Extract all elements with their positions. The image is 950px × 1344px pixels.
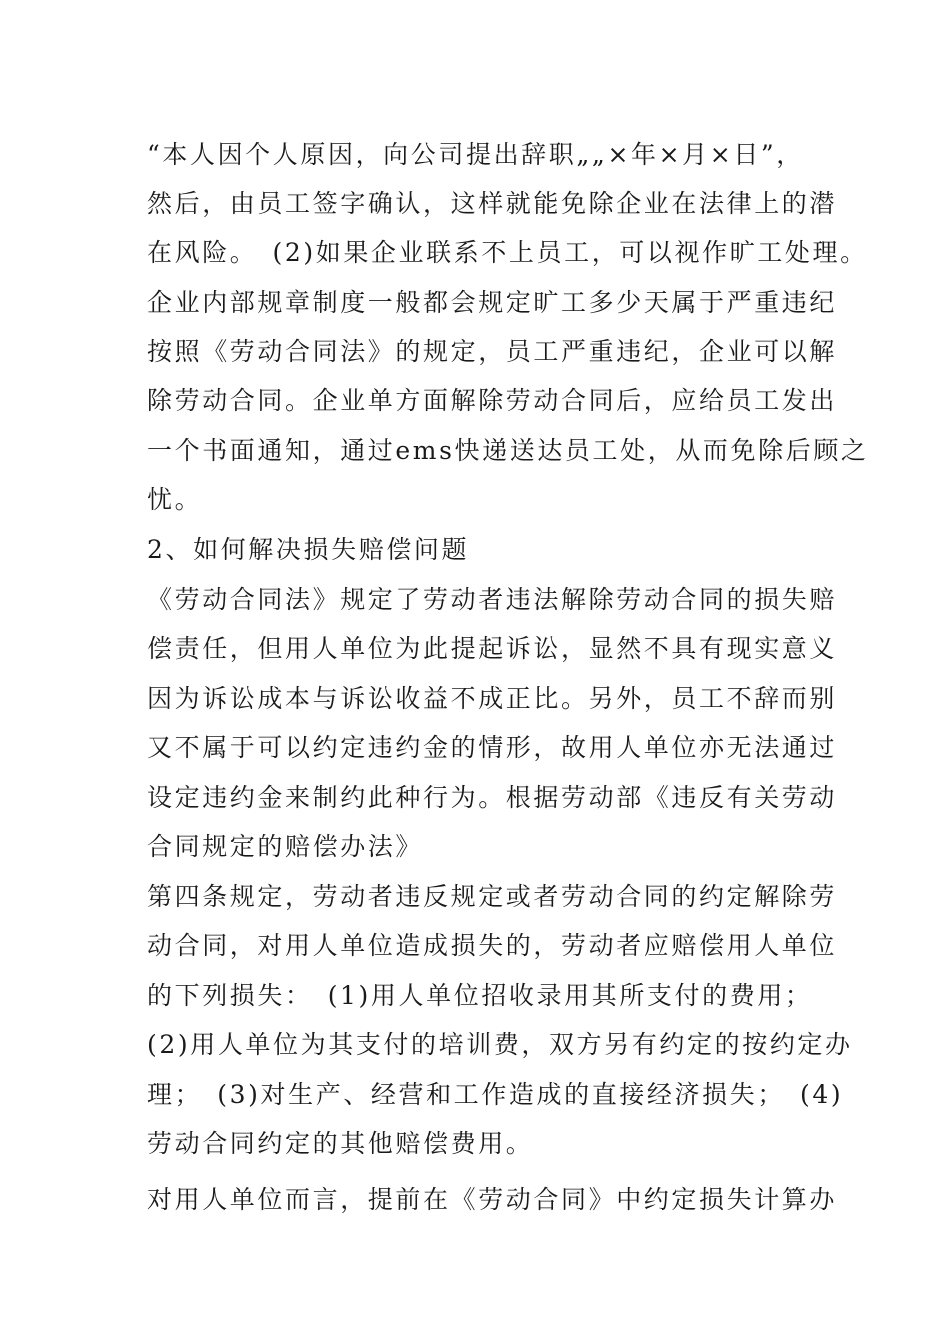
text-line-5: 按照《劳动合同法》的规定，员工严重违纪，企业可以解 bbox=[147, 337, 838, 366]
text-line-20: 理； (3)对生产、经营和工作造成的直接经济损失； (4) bbox=[147, 1080, 844, 1109]
text-line-13: 又不属于可以约定违约金的情形，故用人单位亦无法通过 bbox=[147, 733, 838, 762]
text-line-8: 忧。 bbox=[147, 485, 203, 514]
text-line-6: 除劳动合同。企业单方面解除劳动合同后，应给员工发出 bbox=[147, 386, 838, 415]
text-line-1: “本人因个人原因，向公司提出辞职„„×年×月×日”， bbox=[147, 140, 804, 169]
text-line-10: 《劳动合同法》规定了劳动者违法解除劳动合同的损失赔 bbox=[147, 585, 838, 614]
text-line-21: 劳动合同约定的其他赔偿费用。 bbox=[147, 1129, 534, 1158]
text-line-3: 在风险。 (2)如果企业联系不上员工，可以视作旷工处理。 bbox=[147, 238, 868, 267]
text-line-16: 第四条规定，劳动者违反规定或者劳动合同的约定解除劳 bbox=[147, 882, 838, 911]
text-line-7: 一个书面通知，通过ems快递送达员工处，从而免除后顾之 bbox=[147, 436, 869, 465]
text-line-2: 然后，由员工签字确认，这样就能免除企业在法律上的潜 bbox=[147, 189, 838, 218]
text-line-22: 对用人单位而言，提前在《劳动合同》中约定损失计算办 bbox=[147, 1185, 838, 1214]
text-line-4: 企业内部规章制度一般都会规定旷工多少天属于严重违纪 bbox=[147, 288, 838, 317]
text-line-15: 合同规定的赔偿办法》 bbox=[147, 832, 424, 861]
section-heading: 2、如何解决损失赔偿问题 bbox=[147, 535, 470, 564]
text-line-18: 的下列损失： (1)用人单位招收录用其所支付的费用； bbox=[147, 981, 813, 1010]
text-line-14: 设定违约金来制约此种行为。根据劳动部《违反有关劳动 bbox=[147, 783, 838, 812]
text-line-17: 动合同，对用人单位造成损失的，劳动者应赔偿用人单位 bbox=[147, 931, 838, 960]
text-line-11: 偿责任，但用人单位为此提起诉讼，显然不具有现实意义 bbox=[147, 634, 838, 663]
text-line-12: 因为诉讼成本与诉讼收益不成正比。另外，员工不辞而别 bbox=[147, 684, 838, 713]
text-line-19: (2)用人单位为其支付的培训费，双方另有约定的按约定办 bbox=[147, 1030, 853, 1059]
